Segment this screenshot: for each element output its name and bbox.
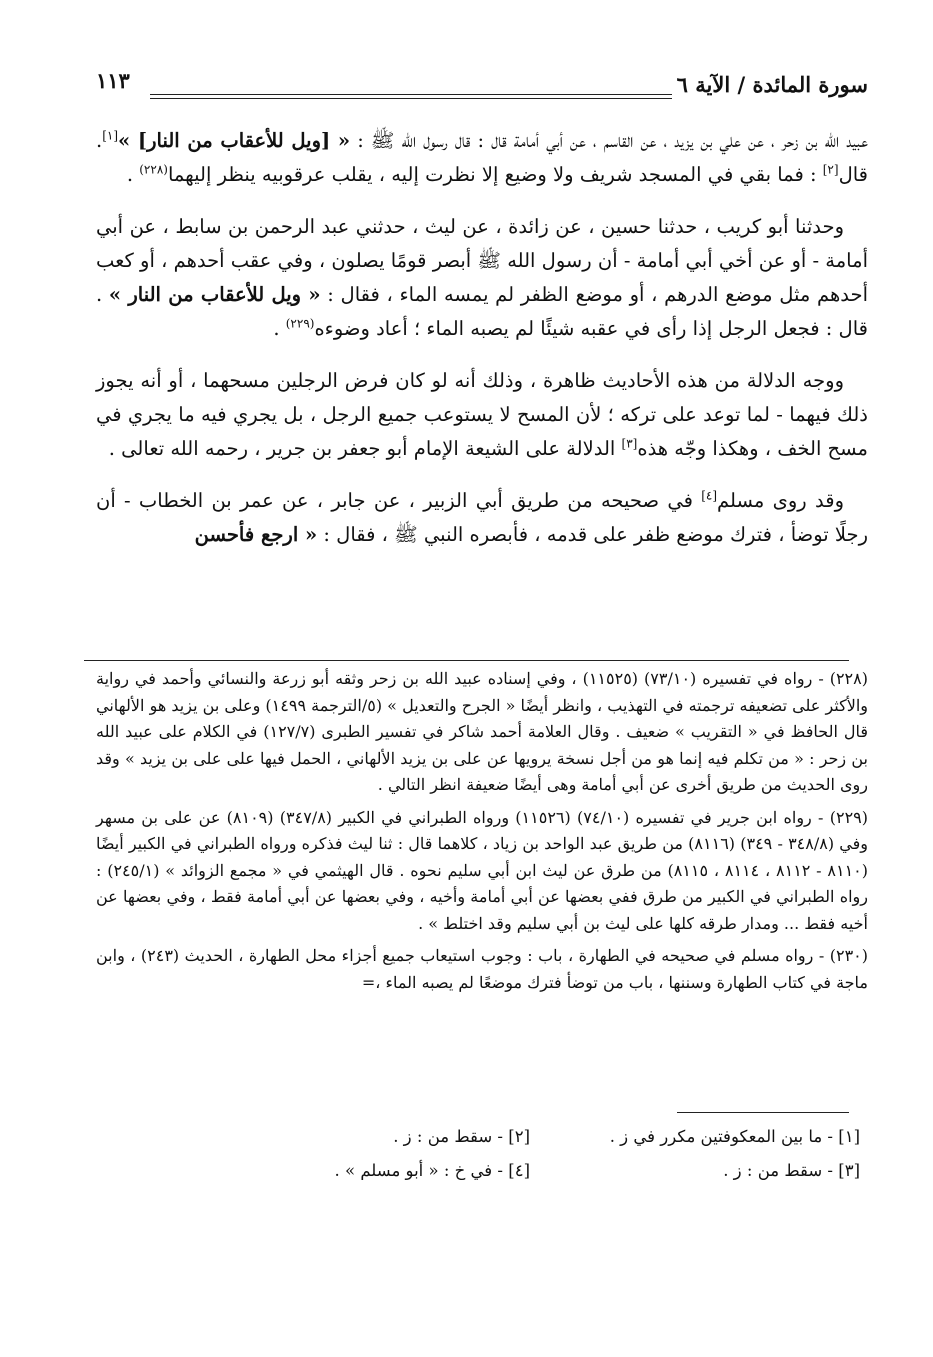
variant-ref: [١]: [102, 128, 119, 143]
main-text: [96, 124, 868, 570]
text-run: ووجه الدلالة من هذه الأحاديث ظاهرة ، وذلك أنه لو كان فرض الرجلين مسحهما ، أو أنه يجوز ذلك فيهما - لما توعد على تركه ؛ لأن المسح لا يستوعب جميع الرجل ، بل يجري فيه ما يجري في مسح الخف ، وهكذا وجّه هذه: [96, 369, 868, 460]
paragraph-1: [96, 124, 868, 192]
text-run: : فما بقي في المسجد شريف ولا وضيع إلا نظرت إليه ، يقلب عرقوبيه ينظر إليهما: [167, 163, 823, 186]
hadith-quote: « ارجع فأحسن: [194, 523, 318, 546]
paragraph-4: [96, 484, 868, 552]
text-run: في صحيحه من طريق أبي الزبير ، عن جابر ، عن عمر بن الخطاب - أن رجلًا توضأ ، فترك موضع ظفر على قدمه ، فأبصره النبي ﷺ ، فقال :: [96, 489, 868, 546]
footnote-separator: [84, 660, 849, 661]
variant-note-4: [٤] - في خ : « أبو مسلم » .: [334, 1161, 530, 1180]
footnote-228: (٢٢٨) - رواه في تفسيره (٧٣/١٠) (١١٥٢٥) ، وفي إسناده عبيد الله بن زحر وثقه أبو زرعة والنسائي وأحمد في رواية والأكثر على تضعيفه ترجمته في التهذيب ، وانظر أيضًا « الجرح والتعديل » (٥/الترجمة ١٤٩٩) وعلى بن يزيد هو الألهاني قال الحافظ في « التقريب » ضعيف . وقال العلامة أحمد شاكر في تفسير الطبرى (١٢٧/٧) في الكلام على عبيد الله بن زحر : « من تكلم فيه إنما هو من أجل نسخة يرويها عن على بن يزيد الألهاني ، الحمل فيها على على بن يزيد » وقد روى الحديث من طريق أخرى عن أبي أمامة وهى أيضًا ضعيفة انظر التالي .: [96, 669, 869, 794]
page-number: ١١٣: [96, 68, 130, 93]
variant-ref: [٣]: [621, 436, 638, 451]
surah-title: سورة المائدة / الآية ٦: [676, 72, 868, 97]
header-rule: [150, 94, 672, 99]
paragraph-3: [96, 364, 868, 466]
paragraph-2: [96, 210, 868, 346]
text-run: .: [126, 163, 140, 186]
manuscript-variants: [200, 1124, 860, 1184]
footnote-230: (٢٣٠) - رواه مسلم في صحيحه في الطهارة ، باب : وجوب استيعاب جميع أجزاء محل الطهارة ، الحديث (٢٤٣) ، وابن ماجة في كتاب الطهارة وسننها ، باب من توضأ فترك موضعًا لم يصبه الماء ،=: [96, 946, 868, 992]
page-header: [96, 66, 868, 106]
text-run: عبيد الله بن زحر ، عن علي بن يزيد ، عن القاسم ، عن أبي أمامة قال : قال رسول الله ﷺ :: [350, 129, 868, 152]
hadith-quote: « [ويل للأعقاب من النار] »: [118, 129, 351, 152]
footnote-229: (٢٢٩) - رواه ابن جرير في تفسيره (٧٤/١٠) (١١٥٢٦) ورواه الطبراني في الكبير (٣٤٧/٨) (٨١٠٩) عن على بن مسهر وفي (٣٤٨/٨ - ٣٤٩) (٨١١٦) من طريق عبد الواحد بن زياد ، كلاهما قال : ثنا ليث فذكره ورواه الطبراني في الكبير أيضًا (٨١١٠ - ٨١١٢ ، ٨١١٤ ، ٨١١٥) من طرق عن ليث ابن أبي سليم نحوه . قال الهيثمي في « مجمع الزوائد » (٢٤٥/١) : رواه الطبراني في الكبير من طرق ففي بعضها عن أبي أمامة وأخيه ، وفي بعضها عن أبي أمامة فقط ، وفي بعضها عن أخيه فقط ... ومدار طرقه كلها على ليث بن أبي سليم وقد اختلط » .: [96, 807, 869, 933]
hadith-quote: « ويل للأعقاب من النار »: [108, 283, 321, 306]
text-run: وقد روى مسلم: [717, 489, 844, 512]
variant-note-2: [٢] - سقط من : ز .: [393, 1127, 530, 1146]
text-run: . قال: [96, 129, 868, 186]
variant-note-3: [٣] - سقط من : ز .: [723, 1161, 860, 1180]
variant-note-1: [١] - ما بين المعكوفتين مكرر في ز .: [609, 1127, 860, 1146]
variants-separator: [677, 1112, 849, 1113]
text-run: الدلالة على الشيعة الإمام أبو جعفر بن جرير ، رحمه الله تعالى .: [108, 437, 622, 460]
footnotes: [96, 666, 868, 1002]
text-run: .: [273, 317, 286, 340]
footnote-ref: (٢٢٩): [285, 316, 315, 331]
variant-ref: [٤]: [701, 488, 718, 503]
text-run: وحدثنا أبو كريب ، حدثنا حسين ، عن زائدة ، عن ليث ، حدثني عبد الرحمن بن سابط ، عن أبي أمامة - أو عن أخي أبي أمامة - أن رسول الله ﷺ أبصر قومًا يصلون ، وفي عقب أحدهم ، أو كعب أحدهم مثل موضع الدرهم ، أو موضع الظفر لم يمسه الماء ، فقال :: [96, 215, 868, 306]
text-run: . قال : فجعل الرجل إذا رأى في عقبه شيئًا لم يصبه الماء ؛ أعاد وضوءه: [96, 283, 868, 340]
variant-ref: [٢]: [822, 162, 839, 177]
footnote-ref: (٢٢٨): [139, 162, 168, 177]
